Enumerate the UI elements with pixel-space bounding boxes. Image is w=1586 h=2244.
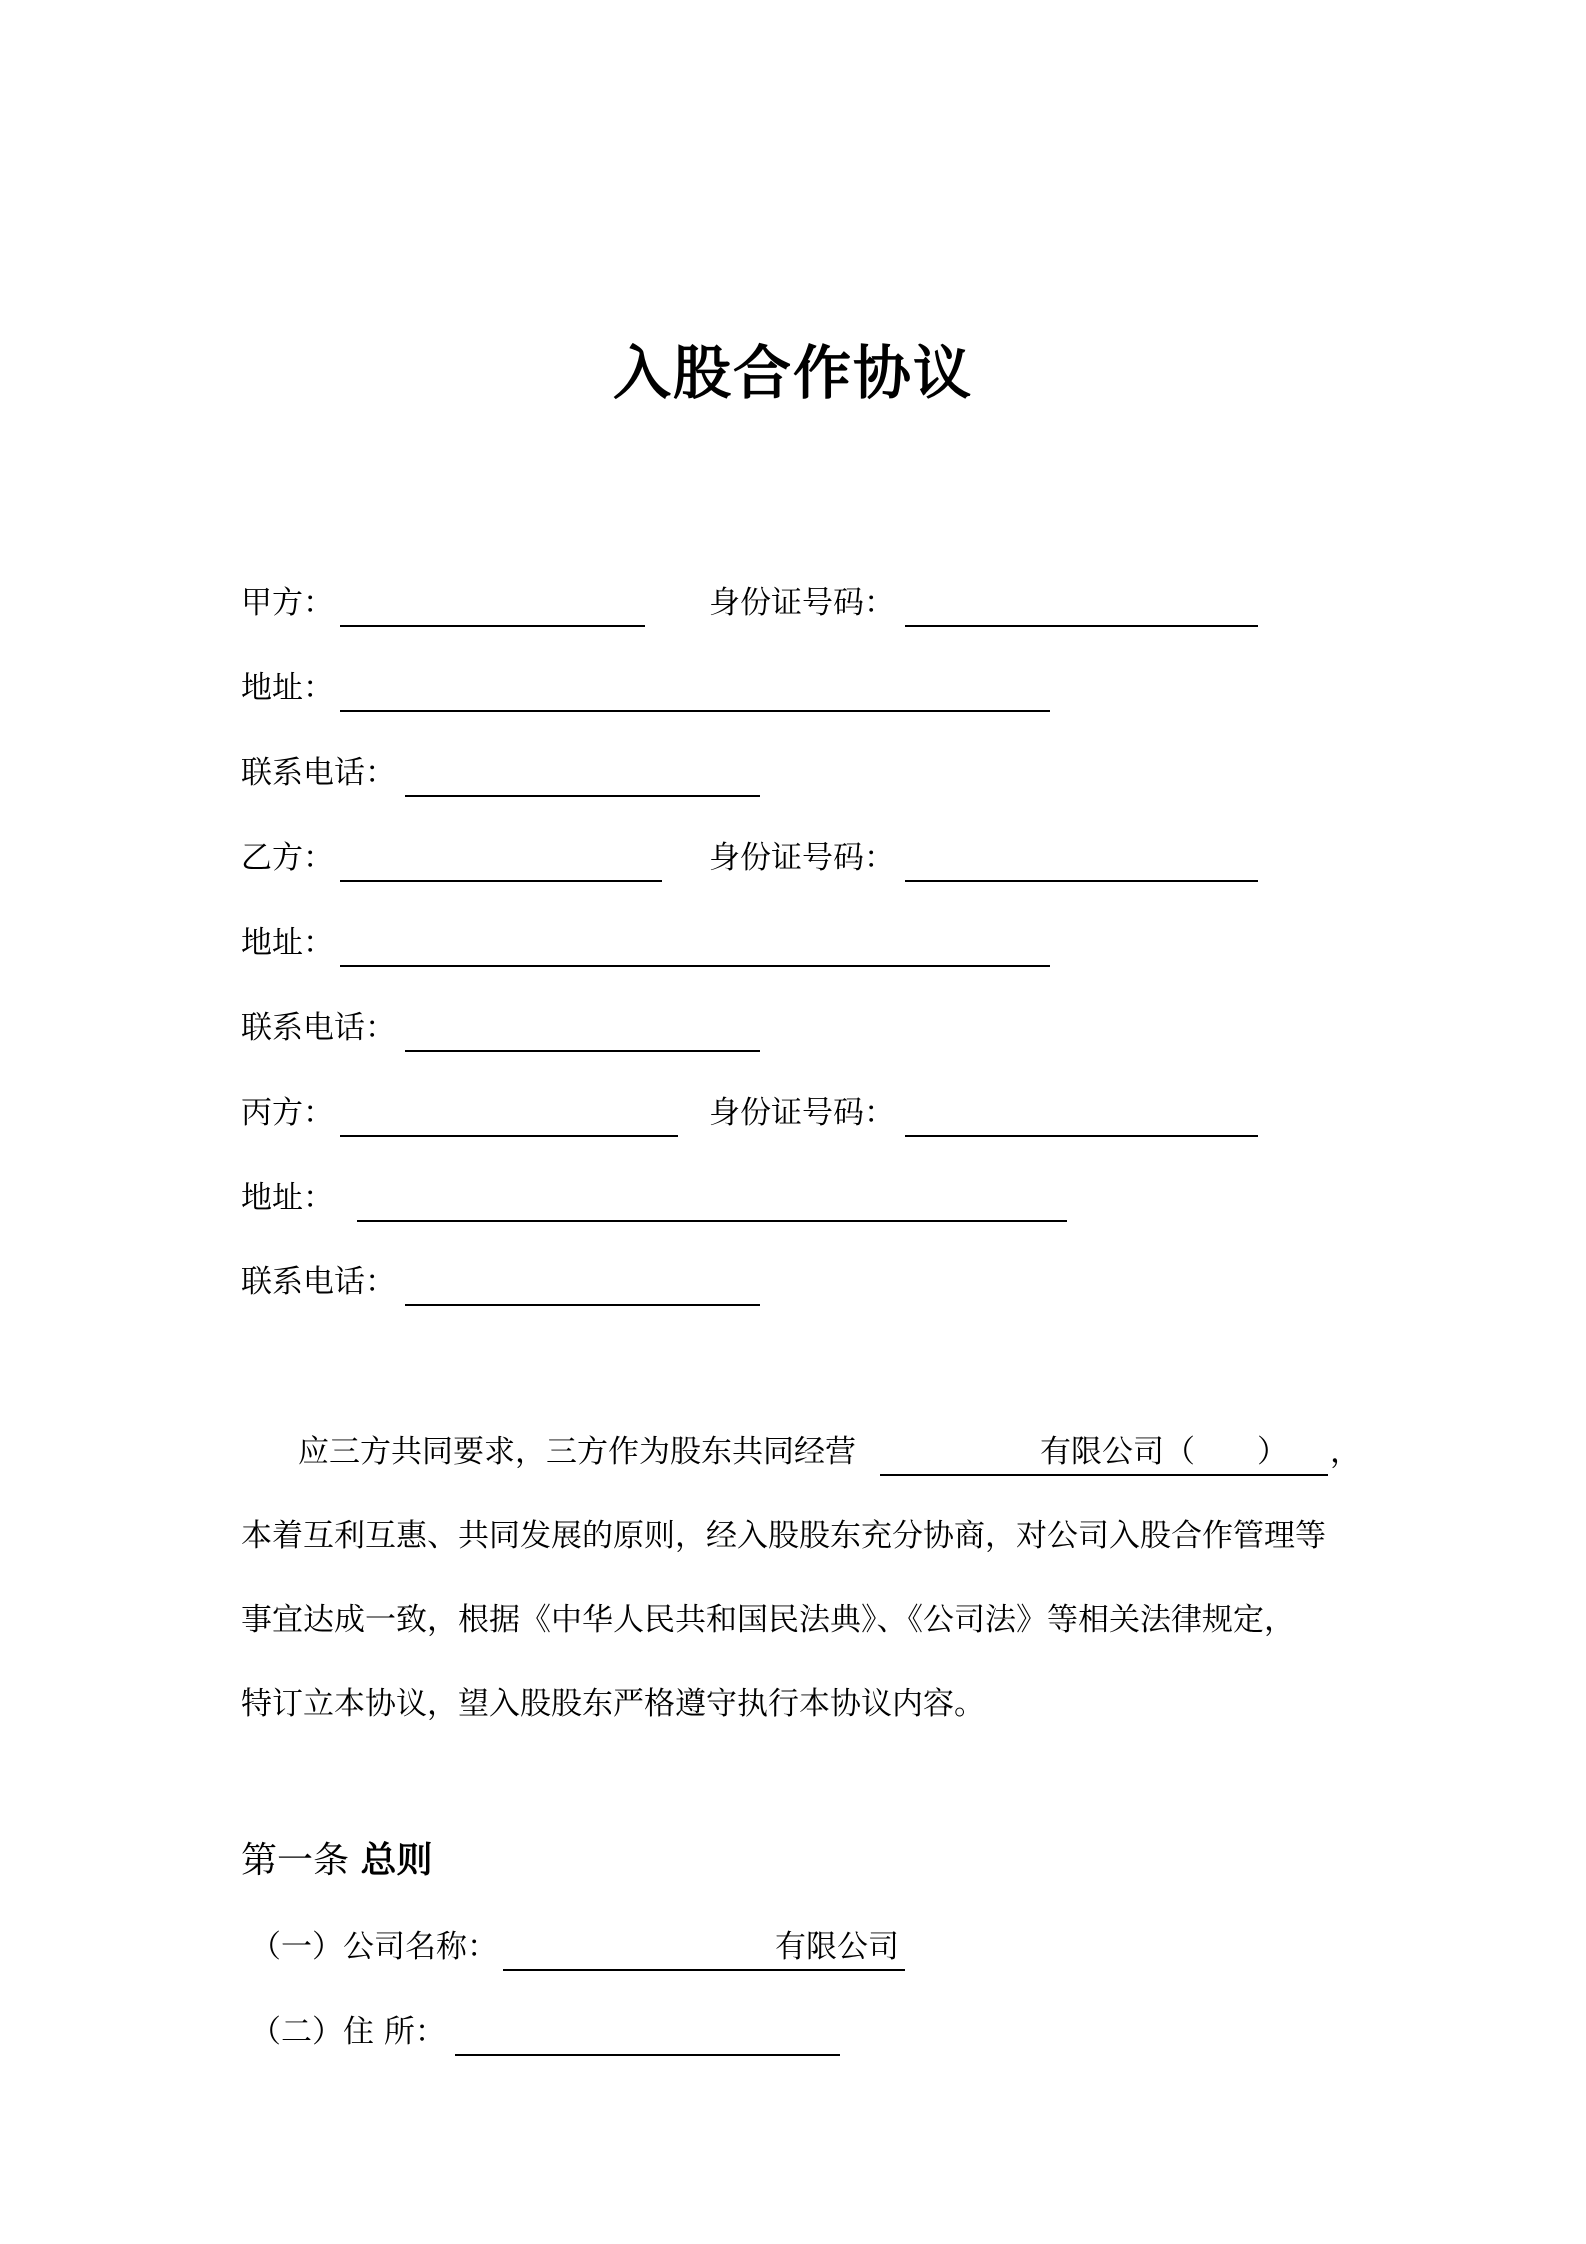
party-b-name-label: 乙方： bbox=[241, 840, 334, 876]
party-a-id-label: 身份证号码： bbox=[709, 585, 895, 621]
party-b-phone-field[interactable] bbox=[405, 1050, 760, 1052]
preamble-line3: 事宜达成一致，根据《中华人民共和国民法典》、《公司法》等相关法律规定， bbox=[241, 1602, 1295, 1638]
company-name-field[interactable] bbox=[503, 1969, 905, 1971]
address-label: （二）住 所： bbox=[250, 2014, 446, 2050]
party-c-name-label: 丙方： bbox=[241, 1095, 334, 1131]
party-c-address-label: 地址： bbox=[241, 1180, 334, 1216]
party-c-id-field[interactable] bbox=[905, 1135, 1258, 1137]
preamble-line4: 特订立本协议，望入股股东严格遵守执行本协议内容。 bbox=[241, 1686, 985, 1722]
preamble-company-field[interactable] bbox=[880, 1474, 1328, 1476]
party-b-address-label: 地址： bbox=[241, 925, 334, 961]
article-1-heading bbox=[241, 1838, 432, 1884]
party-a-id-field[interactable] bbox=[905, 625, 1258, 627]
preamble-line1-suffix: ， bbox=[1330, 1434, 1361, 1470]
article-1-number: 第一条 bbox=[241, 1840, 350, 1881]
party-b-name-field[interactable] bbox=[340, 880, 662, 882]
party-c-id-label: 身份证号码： bbox=[709, 1095, 895, 1131]
party-b-phone-label: 联系电话： bbox=[241, 1010, 396, 1046]
party-b-id-label: 身份证号码： bbox=[709, 840, 895, 876]
party-c-name-field[interactable] bbox=[340, 1135, 678, 1137]
party-c-address-field[interactable] bbox=[357, 1220, 1067, 1222]
party-c-phone-field[interactable] bbox=[405, 1304, 760, 1306]
party-a-address-field[interactable] bbox=[340, 710, 1050, 712]
company-name-suffix: 有限公司 bbox=[775, 1929, 899, 1965]
party-a-name-label: 甲方： bbox=[241, 585, 334, 621]
article-1-title: 总则 bbox=[360, 1840, 433, 1881]
preamble-company-suffix: 有限公司（ ） bbox=[1040, 1434, 1288, 1470]
party-c-phone-label: 联系电话： bbox=[241, 1264, 396, 1300]
address-field[interactable] bbox=[455, 2054, 840, 2056]
party-a-name-field[interactable] bbox=[340, 625, 645, 627]
document-title: 入股合作协议 bbox=[612, 339, 973, 407]
party-b-address-field[interactable] bbox=[340, 965, 1050, 967]
party-a-phone-label: 联系电话： bbox=[241, 755, 396, 791]
company-name-label: （一）公司名称： bbox=[250, 1929, 498, 1965]
party-b-id-field[interactable] bbox=[905, 880, 1258, 882]
preamble-line1-prefix: 应三方共同要求，三方作为股东共同经营 bbox=[298, 1434, 856, 1470]
party-a-address-label: 地址： bbox=[241, 670, 334, 706]
preamble-line2: 本着互利互惠、共同发展的原则，经入股股东充分协商，对公司入股合作管理等 bbox=[241, 1518, 1326, 1554]
party-a-phone-field[interactable] bbox=[405, 795, 760, 797]
